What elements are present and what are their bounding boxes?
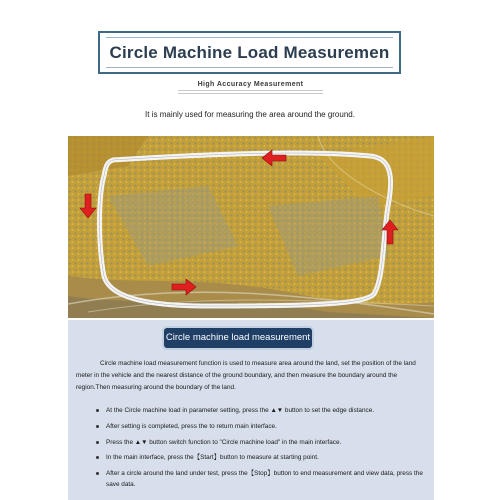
step-text: Press the ▲▼ button switch function to "Circle machine load" in the main interface. xyxy=(106,438,342,446)
list-item xyxy=(96,468,426,490)
subtitle-block xyxy=(178,80,323,104)
list-item xyxy=(96,421,426,432)
page-title: Circle Machine Load Measuremen xyxy=(109,42,390,62)
title-box xyxy=(98,31,401,74)
step-text: After a circle around the land under test, press the【Stop】button to end measurement and view data, press the save data. xyxy=(106,470,423,489)
bullet-icon xyxy=(96,441,99,444)
list-item xyxy=(96,405,426,416)
list-item xyxy=(96,437,426,448)
step-text: At the Circle machine load in parameter setting, press the ▲▼ button to set the edge distance. xyxy=(106,407,375,414)
step-text: After setting is completed, press the to return main interface. xyxy=(106,422,277,430)
subtitle: High Accuracy Measurement xyxy=(197,81,304,88)
decorative-lines xyxy=(178,90,323,94)
step-text: In the main interface, press the【Start】button to measure at starting point. xyxy=(106,454,319,462)
intro-text: It is mainly used for measuring the area around the ground. xyxy=(145,110,355,119)
instructions-panel xyxy=(68,320,434,500)
bullet-icon xyxy=(96,409,99,412)
section-description: Circle machine load measurement function is used to measure area around the land, set the position of the land meter in the vehicle and the nearest distance of the ground boundary, and then measure the boundary around the region.Then measuring around the boundary of the land. xyxy=(76,360,416,391)
bullet-icon xyxy=(96,456,99,459)
section-title: Circle machine load measurement xyxy=(164,328,312,348)
field-photo-svg xyxy=(68,136,434,318)
bullet-icon xyxy=(96,472,99,475)
list-item xyxy=(96,452,426,463)
steps-list xyxy=(96,405,426,495)
field-photo xyxy=(68,136,434,318)
bullet-icon xyxy=(96,425,99,428)
